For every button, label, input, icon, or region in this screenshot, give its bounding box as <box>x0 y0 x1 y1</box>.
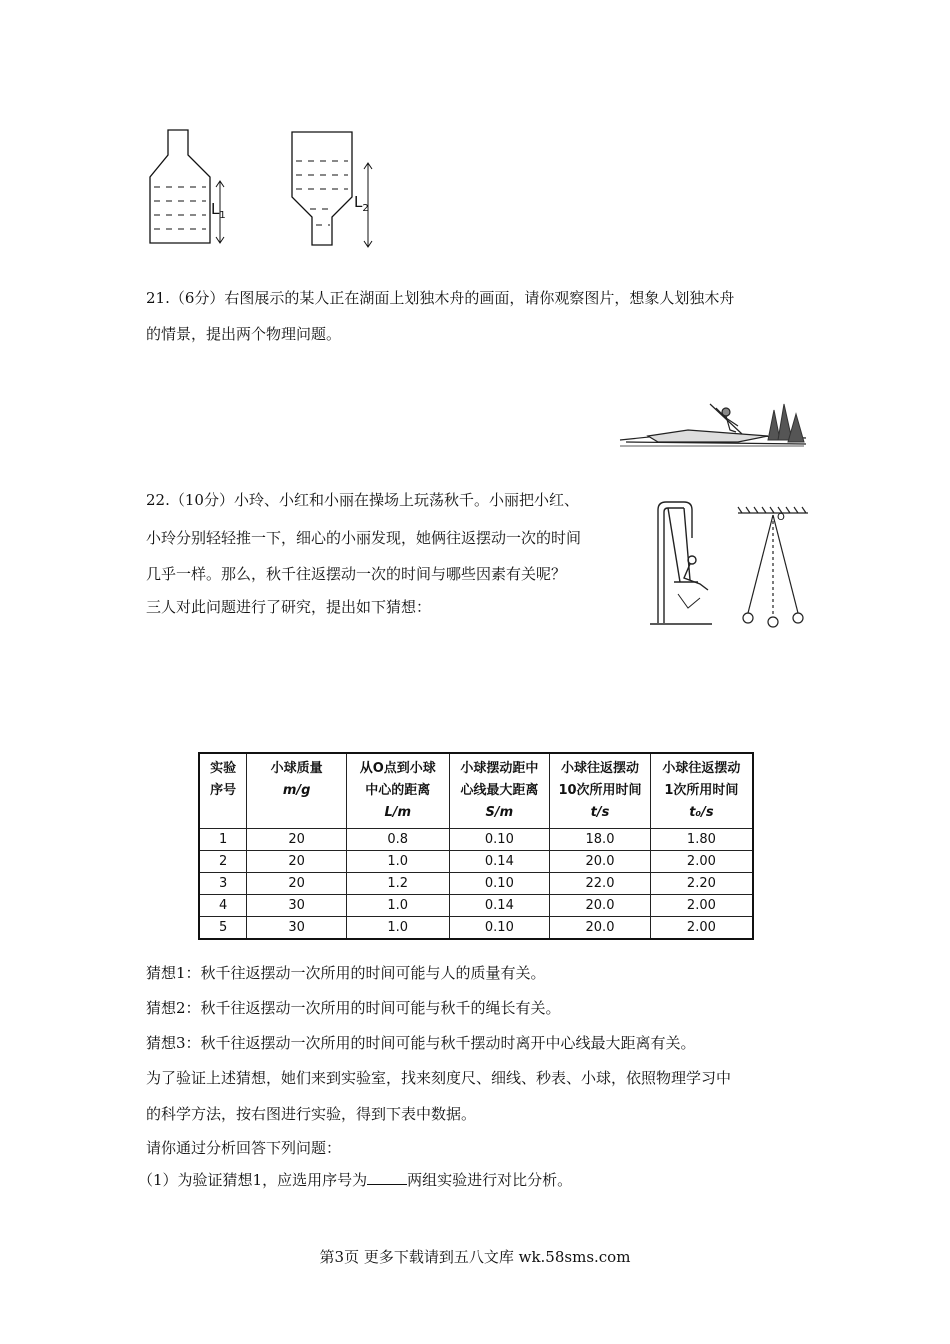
pendulum-illustration <box>736 505 811 635</box>
cell-time-1: 2.20 <box>650 872 753 894</box>
bottle-2-water <box>296 161 348 225</box>
cell-time-1: 2.00 <box>650 850 753 872</box>
header-time-10: 小球往返摆动 10次所用时间 t/s <box>550 753 651 828</box>
cell-time-10: 18.0 <box>550 828 651 850</box>
q21-line-1: 21.（6分）右图展示的某人正在湖面上划独木舟的画面，请你观察图片，想象人划独木舟 <box>146 289 735 307</box>
cell-mass: 20 <box>247 828 347 850</box>
cell-index: 3 <box>199 872 247 894</box>
cell-amplitude: 0.10 <box>449 872 550 894</box>
cell-length: 1.2 <box>346 872 449 894</box>
bottle-1-water <box>154 187 206 229</box>
cell-index: 4 <box>199 894 247 916</box>
table-row <box>199 828 753 850</box>
header-mass: 小球质量 m/g <box>247 753 347 828</box>
question-1-after: 两组实验进行对比分析。 <box>407 1171 573 1189</box>
cell-index: 5 <box>199 916 247 939</box>
table-header-row <box>199 753 753 828</box>
cell-mass: 30 <box>247 916 347 939</box>
cell-mass: 20 <box>247 872 347 894</box>
cell-time-10: 20.0 <box>550 916 651 939</box>
canoe-illustration <box>618 400 808 460</box>
method-line-2: 的科学方法，按右图进行实验，得到下表中数据。 <box>146 1105 477 1123</box>
q22-line-1: 22.（10分）小玲、小红和小丽在操场上玩荡秋千。小丽把小红、 <box>146 491 579 509</box>
table-row <box>199 872 753 894</box>
bottle-1-label: $L_1$ <box>211 200 226 221</box>
question-1 <box>138 1170 572 1190</box>
cell-length: 1.0 <box>346 894 449 916</box>
cell-amplitude: 0.14 <box>449 850 550 872</box>
header-time-1: 小球往返摆动 1次所用时间 t₀/s <box>650 753 753 828</box>
cell-time-10: 22.0 <box>550 872 651 894</box>
experiment-table <box>198 752 754 940</box>
cell-mass: 30 <box>247 894 347 916</box>
cell-time-10: 20.0 <box>550 894 651 916</box>
q21-line-2: 的情景，提出两个物理问题。 <box>146 325 342 343</box>
bottle-2-label: $L_2$ <box>354 193 369 214</box>
q22-line-4: 三人对此问题进行了研究，提出如下猜想： <box>146 598 432 616</box>
cell-time-10: 20.0 <box>550 850 651 872</box>
guess-3: 猜想3：秋千往返摆动一次所用的时间可能与秋千摆动时离开中心线最大距离有关。 <box>146 1034 696 1052</box>
header-length: 从O点到小球 中心的距离 L/m <box>346 753 449 828</box>
cell-time-1: 1.80 <box>650 828 753 850</box>
table-row <box>199 916 753 939</box>
swing-illustration <box>648 498 720 630</box>
cell-length: 1.0 <box>346 850 449 872</box>
cell-time-1: 2.00 <box>650 916 753 939</box>
pendulum-label: O <box>777 512 785 523</box>
page-footer: 第3页 更多下载请到五八文库 wk.58sms.com <box>319 1248 631 1266</box>
q22-line-3: 几乎一样。那么，秋千往返摆动一次的时间与哪些因素有关呢？ <box>146 565 567 583</box>
cell-index: 2 <box>199 850 247 872</box>
header-amplitude: 小球摆动距中 心线最大距离 S/m <box>449 753 550 828</box>
q22-line-2: 小玲分别轻轻推一下，细心的小丽发现，她俩往返摆动一次的时间 <box>146 529 582 547</box>
cell-amplitude: 0.14 <box>449 894 550 916</box>
cell-time-1: 2.00 <box>650 894 753 916</box>
header-index: 实验 序号 <box>199 753 247 828</box>
cell-amplitude: 0.10 <box>449 828 550 850</box>
cell-length: 0.8 <box>346 828 449 850</box>
table-row <box>199 894 753 916</box>
question-1-before: （1）为验证猜想1，应选用序号为 <box>138 1171 368 1189</box>
cell-mass: 20 <box>247 850 347 872</box>
method-line-1: 为了验证上述猜想，她们来到实验室，找来刻度尺、细线、秒表、小球，依照物理学习中 <box>146 1069 732 1087</box>
guess-2: 猜想2：秋千往返摆动一次所用的时间可能与秋千的绳长有关。 <box>146 999 561 1017</box>
answer-blank[interactable] <box>367 1170 407 1185</box>
method-line-3: 请你通过分析回答下列问题： <box>146 1139 342 1157</box>
cell-amplitude: 0.10 <box>449 916 550 939</box>
cell-length: 1.0 <box>346 916 449 939</box>
guess-1: 猜想1：秋千往返摆动一次所用的时间可能与人的质量有关。 <box>146 964 546 982</box>
bottle-figures <box>140 125 400 255</box>
table-row <box>199 850 753 872</box>
cell-index: 1 <box>199 828 247 850</box>
